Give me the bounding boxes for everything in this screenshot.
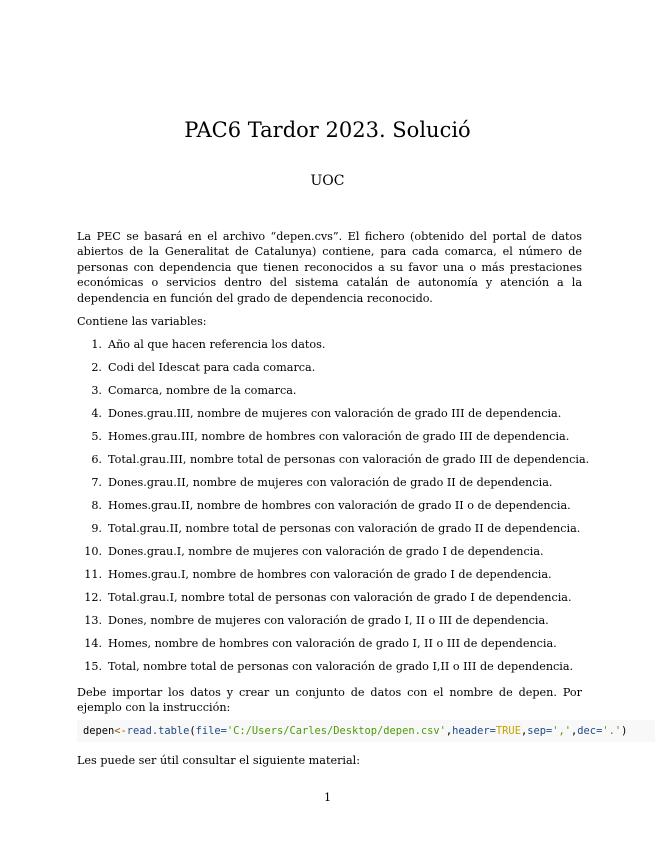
list-item-number: 11.	[84, 568, 102, 581]
list-item	[77, 590, 617, 613]
list-item-text: Año al que hacen referencia los datos.	[108, 338, 326, 351]
code-path-string: 'C:/Users/Carles/Desktop/depen.csv'	[226, 725, 446, 737]
list-item-number: 5.	[91, 430, 102, 443]
list-item	[77, 452, 617, 475]
list-item	[77, 360, 617, 383]
list-item-text: Total.grau.II, nombre total de personas con valoración de grado II de dependencia.	[108, 522, 581, 535]
list-item-number: 7.	[91, 476, 102, 489]
code-comma: ,	[520, 725, 528, 737]
list-item-number: 10.	[84, 545, 102, 558]
list-item	[77, 659, 617, 682]
list-item-text: Homes.grau.III, nombre de hombres con valoración de grado III de dependencia.	[108, 430, 570, 443]
code-function: read.table	[126, 725, 190, 737]
list-item	[77, 521, 617, 544]
list-item-number: 15.	[84, 660, 102, 673]
list-item-text: Codi del Idescat para cada comarca.	[108, 361, 316, 374]
list-item	[77, 429, 617, 452]
list-item-text: Dones.grau.I, nombre de mujeres con valoración de grado I de dependencia.	[108, 545, 544, 558]
list-item-text: Comarca, nombre de la comarca.	[108, 384, 297, 397]
code-paren-open: (	[189, 725, 196, 737]
list-item-text: Dones.grau.II, nombre de mujeres con valoración de grado II de dependencia.	[108, 476, 553, 489]
code-comma: ,	[445, 725, 453, 737]
code-arg-file: file=	[195, 725, 227, 737]
list-item-number: 2.	[91, 361, 102, 374]
code-block	[77, 720, 655, 742]
code-arg-sep: sep=	[527, 725, 553, 737]
list-item	[77, 544, 617, 567]
list-item-text: Homes.grau.I, nombre de hombres con valoración de grado I de dependencia.	[108, 568, 552, 581]
list-item-text: Total, nombre total de personas con valoración de grado I,II o III de dependencia.	[108, 660, 574, 673]
variables-label: Contiene las variables:	[77, 315, 207, 328]
list-item-text: Dones.grau.III, nombre de mujeres con valoración de grado III de dependencia.	[108, 407, 562, 420]
variables-list	[77, 337, 617, 682]
code-sep-string: ','	[552, 725, 572, 737]
code-true-value: TRUE	[495, 725, 521, 737]
list-item-text: Total.grau.I, nombre total de personas con valoración de grado I de dependencia.	[108, 591, 572, 604]
code-paren-close: )	[621, 725, 628, 737]
list-item-number: 14.	[84, 637, 102, 650]
material-paragraph: Les puede ser útil consultar el siguiente material:	[77, 754, 361, 767]
list-item-number: 9.	[91, 522, 102, 535]
list-item-text: Homes.grau.II, nombre de hombres con valoración de grado II o de dependencia.	[108, 499, 571, 512]
list-item	[77, 337, 617, 360]
list-item	[77, 475, 617, 498]
intro-paragraph: La PEC se basará en el archivo “depen.cvs”. El fichero (obtenido del portal de datos abiertos de la Generalitat de Catalunya) contiene, para cada comarca, el número de personas con dependencia que tienen reconocidos a su favor una o más prestaciones económicas o servicios dentro del sistema catalán de autonomía y atención a la dependencia en función del grado de dependencia reconocido.	[77, 230, 582, 305]
code-assign-operator: <-	[114, 725, 127, 737]
list-item-number: 6.	[91, 453, 102, 466]
list-item	[77, 613, 617, 636]
list-item-number: 4.	[91, 407, 102, 420]
list-item-number: 8.	[91, 499, 102, 512]
list-item-text: Total.grau.III, nombre total de personas con valoración de grado III de dependencia.	[108, 453, 590, 466]
list-item-text: Dones, nombre de mujeres con valoración de grado I, II o III de dependencia.	[108, 614, 549, 627]
list-item-number: 1.	[91, 338, 102, 351]
list-item-number: 3.	[91, 384, 102, 397]
list-item	[77, 567, 617, 590]
import-instruction-paragraph: Debe importar los datos y crear un conjunto de datos con el nombre de depen. Por ejemplo con la instrucción:	[77, 686, 582, 715]
page-number: 1	[323, 791, 332, 804]
code-variable: depen	[83, 725, 115, 737]
list-item	[77, 498, 617, 521]
list-item	[77, 406, 617, 429]
list-item-number: 12.	[84, 591, 102, 604]
code-comma: ,	[571, 725, 578, 737]
code-arg-header: header=	[452, 725, 496, 737]
document-author: UOC	[310, 173, 345, 189]
list-item	[77, 636, 617, 659]
list-item-number: 13.	[84, 614, 102, 627]
document-title: PAC6 Tardor 2023. Solució	[184, 118, 471, 142]
code-dec-string: '.'	[602, 725, 622, 737]
list-item-text: Homes, nombre de hombres con valoración de grado I, II o III de dependencia.	[108, 637, 557, 650]
code-arg-dec: dec=	[577, 725, 603, 737]
list-item	[77, 383, 617, 406]
